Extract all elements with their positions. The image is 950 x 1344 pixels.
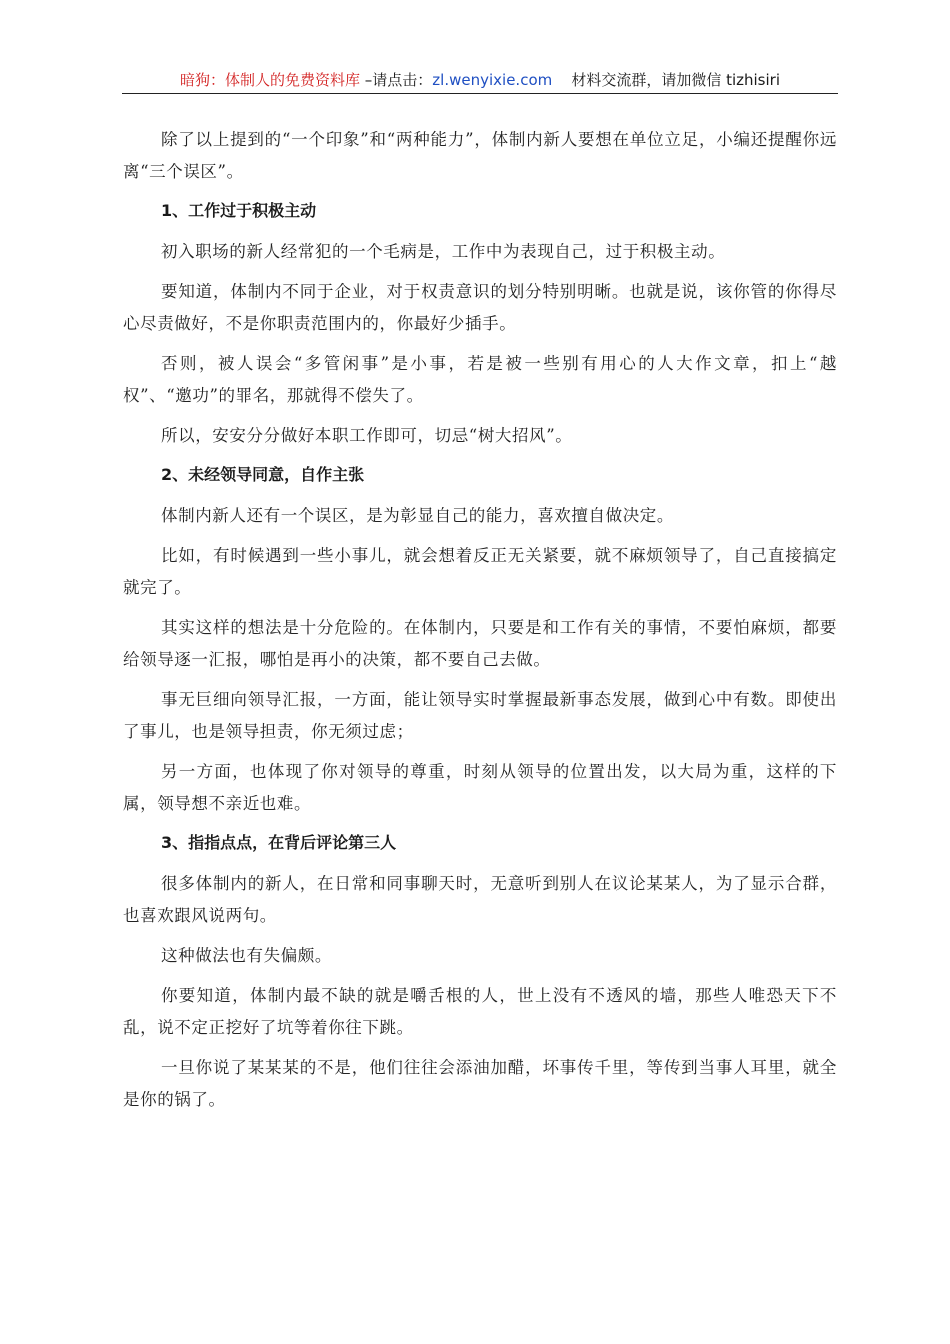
paragraph: 一旦你说了某某某的不是，他们往往会添油加醋，坏事传千里，等传到当事人耳里，就全是你的锅了。 <box>123 1058 837 1109</box>
paragraph: 这种做法也有失偏颇。 <box>161 946 332 965</box>
page-header <box>122 70 838 90</box>
section-heading: 1、工作过于积极主动 <box>161 201 317 220</box>
group-note-text: 材料交流群，请加微信 tizhisiri <box>571 71 780 89</box>
site-url-link[interactable]: zl.wenyixie.com <box>432 71 553 89</box>
header-divider <box>122 93 838 94</box>
article-body <box>123 124 837 1124</box>
paragraph: 很多体制内的新人，在日常和同事聊天时，无意听到别人在议论某某人，为了显示合群，也喜欢跟风说两句。 <box>123 874 837 925</box>
paragraph: 事无巨细向领导汇报，一方面，能让领导实时掌握最新事态发展，做到心中有数。即使出了事儿，也是领导担责，你无须过虑； <box>123 690 837 741</box>
paragraph: 其实这样的想法是十分危险的。在体制内，只要是和工作有关的事情，不要怕麻烦，都要给领导逐一汇报，哪怕是再小的决策，都不要自己去做。 <box>123 618 837 669</box>
paragraph: 要知道，体制内不同于企业，对于权责意识的划分特别明晰。也就是说，该你管的你得尽心尽责做好，不是你职责范围内的，你最好少插手。 <box>123 282 837 333</box>
site-label: 暗狗：体制人的免费资料库 <box>180 71 361 89</box>
paragraph: 体制内新人还有一个误区，是为彰显自己的能力，喜欢擅自做决定。 <box>161 506 674 525</box>
paragraph: 初入职场的新人经常犯的一个毛病是，工作中为表现自己，过于积极主动。 <box>161 242 726 261</box>
click-prompt: –请点击： <box>360 71 433 89</box>
paragraph: 除了以上提到的“一个印象”和“两种能力”，体制内新人要想在单位立足，小编还提醒你远离“三个误区”。 <box>123 130 837 181</box>
paragraph: 所以，安安分分做好本职工作即可，切忌“树大招风”。 <box>161 426 573 445</box>
section-heading: 3、指指点点，在背后评论第三人 <box>161 833 397 852</box>
paragraph: 否则，被人误会“多管闲事”是小事，若是被一些别有用心的人大作文章，扣上“越权”、“邀功”的罪名，那就得不偿失了。 <box>123 354 837 405</box>
paragraph: 另一方面，也体现了你对领导的尊重，时刻从领导的位置出发，以大局为重，这样的下属，领导想不亲近也难。 <box>123 762 837 813</box>
paragraph: 你要知道，体制内最不缺的就是嚼舌根的人，世上没有不透风的墙，那些人唯恐天下不乱，说不定正挖好了坑等着你往下跳。 <box>123 986 837 1037</box>
section-heading: 2、未经领导同意，自作主张 <box>161 465 365 484</box>
group-note <box>552 71 780 89</box>
paragraph: 比如，有时候遇到一些小事儿，就会想着反正无关紧要，就不麻烦领导了，自己直接搞定就完了。 <box>123 546 837 597</box>
